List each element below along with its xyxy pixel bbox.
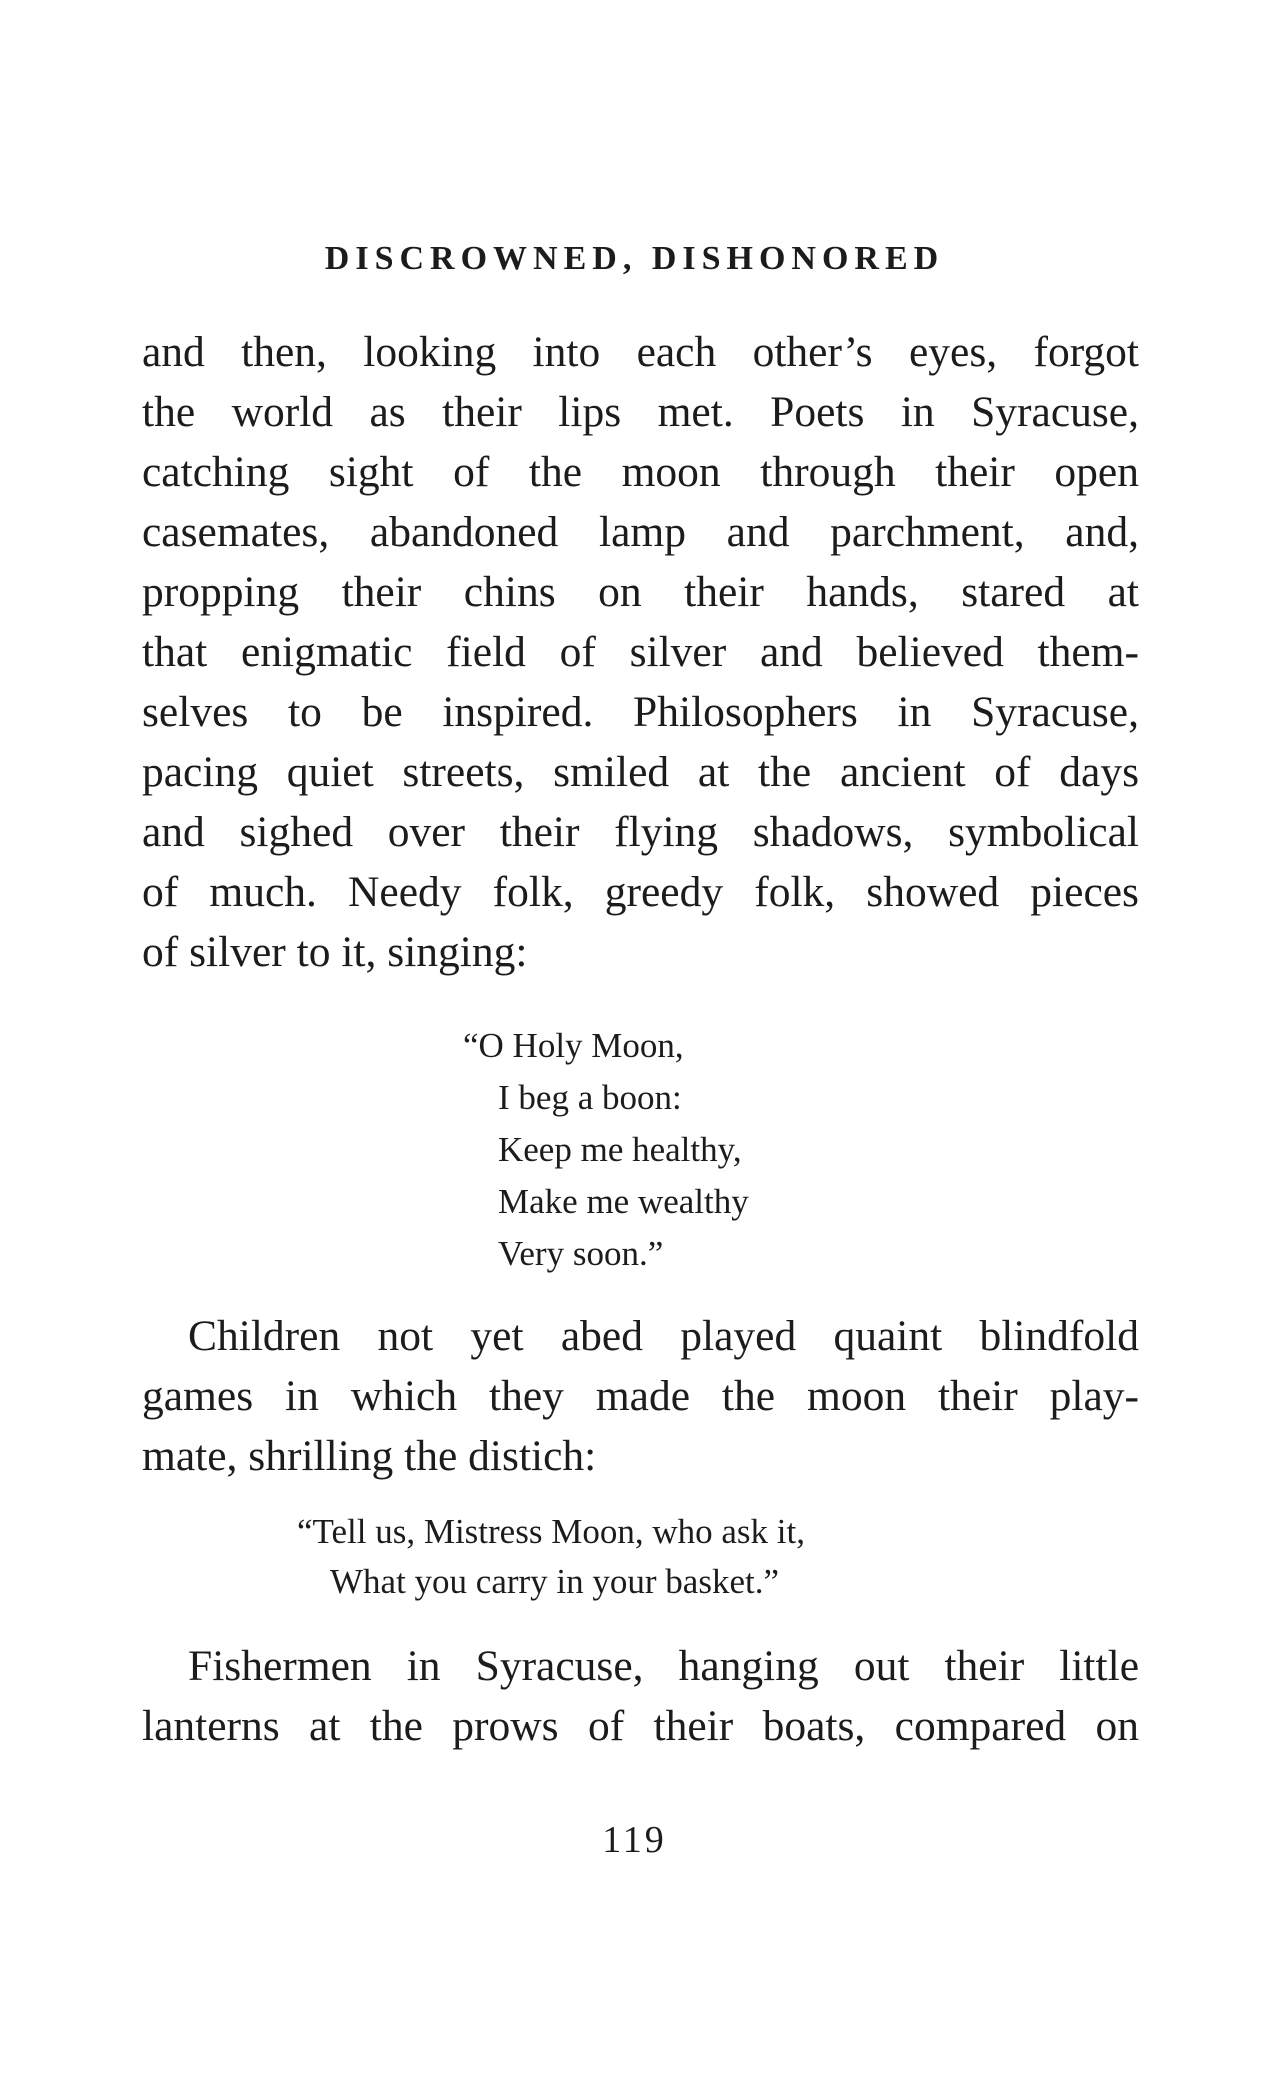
text-line: propping their chins on their hands, stared at — [142, 568, 1139, 616]
verse-line: What you carry in your basket.” — [330, 1562, 780, 1601]
verse-line: I beg a boon: — [498, 1078, 682, 1117]
text-line: of much. Needy folk, greedy folk, showed pieces — [142, 868, 1139, 916]
text-line: and sighed over their flying shadows, symbolical — [142, 808, 1139, 856]
text-line: the world as their lips met. Poets in Syracuse, — [142, 388, 1139, 436]
text-line: Children not yet abed played quaint blindfold — [188, 1312, 1139, 1360]
text-line: lanterns at the prows of their boats, compared on — [142, 1702, 1139, 1750]
text-line: that enigmatic field of silver and believed them- — [142, 628, 1139, 676]
verse-line: Make me wealthy — [498, 1182, 749, 1221]
verse-line: Keep me healthy, — [498, 1130, 742, 1169]
text-line: pacing quiet streets, smiled at the ancient of days — [142, 748, 1139, 796]
text-line: of silver to it, singing: — [142, 928, 528, 976]
text-line: games in which they made the moon their play- — [142, 1372, 1139, 1420]
running-head: DISCROWNED, DISHONORED — [324, 240, 945, 277]
text-line: selves to be inspired. Philosophers in Syracuse, — [142, 688, 1139, 736]
page-number: 119 — [602, 1819, 667, 1861]
text-line: Fishermen in Syracuse, hanging out their little — [188, 1642, 1139, 1690]
text-line: casemates, abandoned lamp and parchment, and, — [142, 508, 1139, 556]
verse-line: Very soon.” — [498, 1234, 664, 1273]
verse-line: “Tell us, Mistress Moon, who ask it, — [297, 1512, 805, 1551]
text-line: mate, shrilling the distich: — [142, 1432, 597, 1480]
verse-line: “O Holy Moon, — [463, 1026, 684, 1065]
text-line: and then, looking into each other’s eyes, forgot — [142, 328, 1139, 376]
text-line: catching sight of the moon through their open — [142, 448, 1139, 496]
